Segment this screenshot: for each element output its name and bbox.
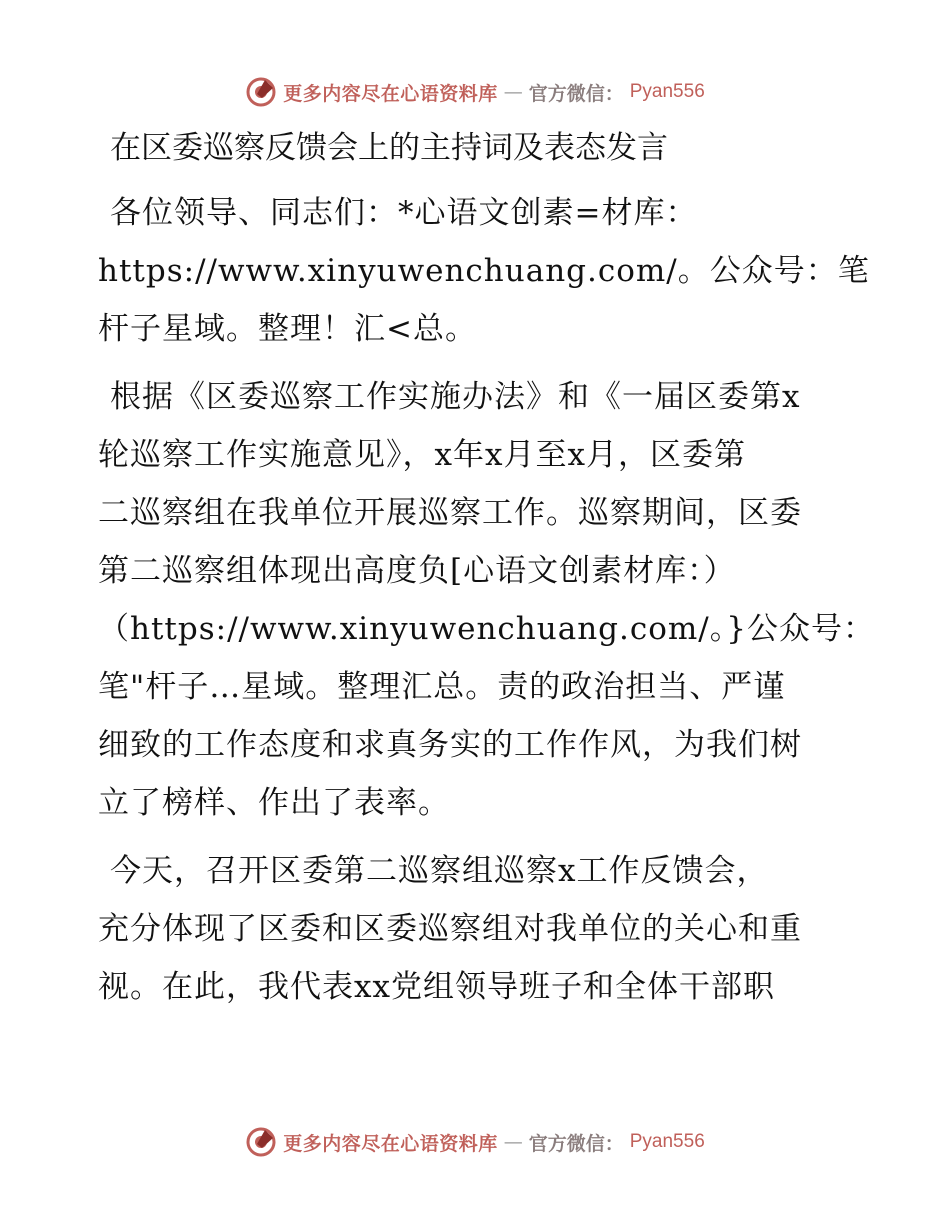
paragraph-meeting xyxy=(98,842,858,1016)
paragraph-background xyxy=(98,368,875,832)
text-line: 充分体现了区委和区委巡察组对我单位的关心和重 xyxy=(98,911,802,947)
watermark-wechat-label: 官方微信： xyxy=(528,82,624,105)
text-line: https://www.xinyuwenchuang.com/。公众号：笔 xyxy=(98,253,870,289)
pen-logo-icon xyxy=(245,76,277,108)
watermark-wechat-id: Pyan556 xyxy=(629,81,705,102)
text-line: （https://www.xinyuwenchuang.com/。}公众号： xyxy=(98,611,875,647)
text-line: 各位领导、同志们：*心语文创素=材库： xyxy=(110,195,698,231)
text-line: 立了榜样、作出了表率。 xyxy=(98,785,450,821)
footer-watermark-banner xyxy=(0,1122,950,1162)
watermark-wechat-id: Pyan556 xyxy=(629,1131,705,1152)
document-body xyxy=(98,122,875,1016)
document-title: 在区委巡察反馈会上的主持词及表态发言 xyxy=(110,130,668,166)
paragraph-greeting xyxy=(98,184,870,358)
watermark-site-text: 更多内容尽在心语资料库 xyxy=(283,82,498,105)
text-line: 轮巡察工作实施意见》，x年x月至x月，区委第 xyxy=(98,437,746,473)
header-watermark-banner xyxy=(0,72,950,112)
text-line: 二巡察组在我单位开展巡察工作。巡察期间，区委 xyxy=(98,495,802,531)
watermark-site-text: 更多内容尽在心语资料库 xyxy=(283,1132,498,1155)
text-line: 第二巡察组体现出高度负[心语文创素材库：） xyxy=(98,553,736,589)
watermark-separator: — xyxy=(503,81,523,103)
text-line: 笔"杆子…星域。整理汇总。责的政治担当、严谨 xyxy=(98,669,786,705)
text-line: 细致的工作态度和求真务实的工作作风，为我们树 xyxy=(98,727,802,763)
watermark-wechat-label: 官方微信： xyxy=(528,1132,624,1155)
text-line: 根据《区委巡察工作实施办法》和《一届区委第x xyxy=(110,379,801,415)
pen-logo-icon xyxy=(245,1126,277,1158)
watermark-separator: — xyxy=(503,1131,523,1153)
text-line: 杆子星域。整理！汇<总。 xyxy=(98,311,477,347)
text-line: 今天，召开区委第二巡察组巡察x工作反馈会， xyxy=(110,853,769,889)
text-line: 视。在此，我代表xx党组领导班子和全体干部职 xyxy=(98,969,775,1005)
